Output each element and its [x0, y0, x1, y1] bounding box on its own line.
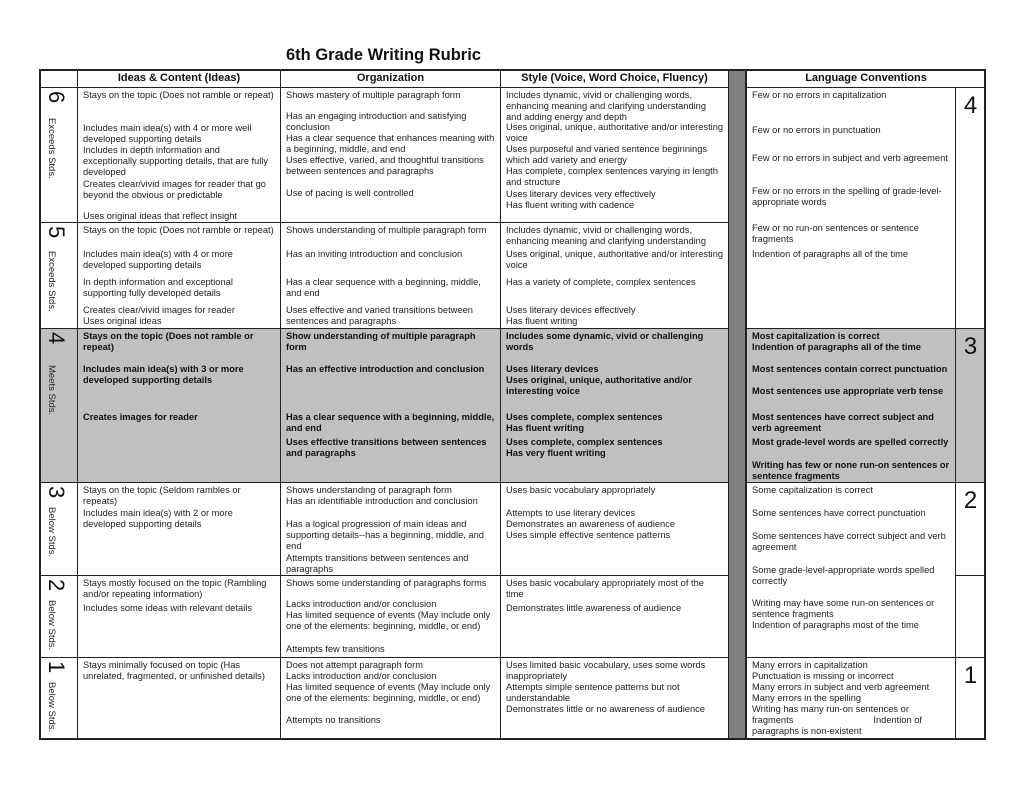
ideas-cell: [77, 222, 281, 329]
level-cell: [40, 657, 78, 740]
level-label: Exceeds Stds.: [46, 118, 57, 179]
criterion: Demonstrates little or no awareness of audience: [506, 704, 705, 714]
conventions-cell: [746, 657, 956, 740]
criterion: Some capitalization is correct: [752, 485, 873, 495]
conventions-cell: [746, 328, 956, 483]
criterion: Some grade-level-appropriate words spelled correctly: [752, 565, 935, 587]
criterion: Shows some understanding of paragraphs forms: [286, 578, 487, 588]
criterion: Attempts few transitions: [286, 644, 385, 654]
criterion: Stays on the topic (Does not ramble or repeat): [83, 90, 274, 100]
criterion: Uses literary devices: [506, 364, 599, 374]
criterion: Has an effective introduction and conclusion: [286, 364, 485, 374]
criterion: Lacks introduction and/or conclusion: [286, 671, 437, 681]
header-score-blank: [40, 70, 78, 88]
criterion: Has an inviting introduction and conclusion: [286, 249, 463, 259]
criterion: Uses limited basic vocabulary, uses some words inappropriately: [506, 660, 706, 682]
organization-cell: [280, 575, 501, 658]
criterion: Shows mastery of multiple paragraph form: [286, 90, 461, 100]
criterion: Has complete, complex sentences varying in length and structure: [506, 166, 718, 188]
criterion: Many errors in capitalization: [752, 660, 868, 670]
criterion: Has an engaging introduction and satisfying conclusion: [286, 111, 467, 133]
ideas-cell: [77, 657, 281, 740]
ideas-cell: [77, 482, 281, 576]
level-label: Below Stds.: [46, 682, 57, 733]
score-number: 1: [963, 662, 978, 689]
criterion: Stays minimally focused on topic (Has unrelated, fragmented, or unfinished details): [83, 660, 265, 682]
criterion: In depth information and exceptional supporting fully developed details: [83, 277, 233, 299]
criterion: Few or no errors in punctuation: [752, 125, 881, 135]
criterion: Many errors in the spelling: [752, 693, 862, 703]
organization-cell: [280, 657, 501, 740]
criterion: Uses purposeful and varied sentence beginnings which add variety and energy: [506, 144, 708, 166]
criterion: Uses original, unique, authoritative and/or interesting voice: [506, 122, 724, 144]
header-organization: Organization: [280, 70, 501, 88]
score-cell: [955, 657, 986, 740]
score-cell: [955, 328, 986, 483]
criterion: Shows understanding of multiple paragraph form: [286, 225, 487, 235]
criterion: Includes dynamic, vivid or challenging words, enhancing meaning and clarifying understanding and adding energy and depth: [506, 90, 707, 123]
criterion: Most grade-level words are spelled correctly: [752, 437, 949, 447]
criterion: Includes some dynamic, vivid or challenging words: [506, 331, 704, 353]
criterion: Some sentences have correct subject and verb agreement: [752, 531, 946, 553]
criterion: Uses complete, complex sentences: [506, 437, 663, 447]
level-number: 6: [44, 91, 69, 104]
criterion: Includes some ideas with relevant details: [83, 603, 252, 613]
score-cell: [955, 482, 986, 576]
criterion: Has fluent writing: [506, 316, 578, 326]
organization-cell: [280, 328, 501, 483]
criterion: Uses original ideas that reflect insight: [83, 211, 237, 221]
criterion: Most sentences use appropriate verb tense: [752, 386, 944, 396]
criterion: Uses literary devices very effectively: [506, 189, 656, 199]
criterion: Writing may have some run-on sentences or sentence fragments: [752, 598, 935, 620]
criterion: Includes dynamic, vivid or challenging words, enhancing meaning and clarifying understanding: [506, 225, 707, 247]
criterion: Creates images for reader: [83, 412, 198, 422]
criterion: Uses effective, varied, and thoughtful transitions between sentences and paragraphs: [286, 155, 484, 177]
criterion: Has a variety of complete, complex sentences: [506, 277, 696, 287]
criterion: Stays mostly focused on the topic (Rambling and/or repeating information): [83, 578, 267, 600]
criterion: Uses effective transitions between sentences and paragraphs: [286, 437, 487, 459]
criterion: Uses basic vocabulary appropriately: [506, 485, 656, 495]
ideas-cell: [77, 328, 281, 483]
criterion: Uses original, unique, authoritative and/or interesting voice: [506, 375, 692, 397]
organization-cell: [280, 87, 501, 223]
style-cell: [500, 222, 729, 329]
criterion: Attempts no transitions: [286, 715, 381, 725]
criterion: Has an identifiable introduction and conclusion: [286, 496, 478, 506]
score-number: 2: [963, 487, 978, 514]
criterion: Most capitalization is correct: [752, 331, 880, 341]
ideas-cell: [77, 575, 281, 658]
style-cell: [500, 575, 729, 658]
conventions-cell: [746, 482, 956, 658]
criterion: Demonstrates an awareness of audience: [506, 519, 675, 529]
criterion: Few or no run-on sentences or sentence fragments: [752, 223, 919, 245]
criterion: Some sentences have correct punctuation: [752, 508, 926, 518]
criterion: Creates clear/vivid images for reader: [83, 305, 235, 315]
ideas-cell: [77, 87, 281, 223]
criterion: Indention of paragraphs all of the time: [752, 249, 909, 259]
organization-cell: [280, 222, 501, 329]
criterion: Does not attempt paragraph form: [286, 660, 423, 670]
criterion: Many errors in subject and verb agreement: [752, 682, 930, 692]
criterion: Attempts simple sentence patterns but not understandable: [506, 682, 680, 704]
criterion: Uses original, unique, authoritative and/or interesting voice: [506, 249, 724, 271]
style-cell: [500, 482, 729, 576]
level-number: 1: [44, 661, 69, 674]
conventions-cell: [746, 87, 956, 329]
page-title: 6th Grade Writing Rubric: [286, 46, 481, 64]
criterion: Has a logical progression of main ideas and supporting details--has a beginning, middle, and end: [286, 519, 484, 552]
criterion: Use of pacing is well controlled: [286, 188, 414, 198]
criterion: Indention of paragraphs most of the time: [752, 620, 919, 630]
criterion: Stays on the topic (Seldom rambles or repeats): [83, 485, 241, 507]
criterion: Includes main idea(s) with 4 or more well developed supporting details: [83, 123, 252, 145]
criterion: Includes main idea(s) with 4 or more developed supporting details: [83, 249, 233, 271]
criterion: Stays on the topic (Does not ramble or repeat): [83, 225, 274, 235]
organization-cell: [280, 482, 501, 576]
criterion: Creates clear/vivid images for reader that go beyond the obvious or predictable: [83, 179, 266, 201]
level-label: Below Stds.: [46, 507, 57, 558]
criterion: Show understanding of multiple paragraph form: [286, 331, 476, 353]
criterion: Demonstrates little awareness of audience: [506, 603, 682, 613]
criterion: Has a clear sequence with a beginning, middle, and end: [286, 412, 495, 434]
score-cell-empty: [955, 575, 986, 658]
level-cell: [40, 328, 78, 483]
header-style: Style (Voice, Word Choice, Fluency): [500, 70, 729, 88]
style-cell: [500, 328, 729, 483]
score-cell: [955, 87, 986, 329]
level-label: Below Stds.: [46, 600, 57, 651]
criterion: Attempts to use literary devices: [506, 508, 636, 518]
criterion: Includes in depth information and exceptionally supporting details, that are fully developed: [83, 145, 269, 178]
criterion: Uses simple effective sentence patterns: [506, 530, 671, 540]
level-number: 3: [44, 486, 69, 499]
level-number: 4: [44, 332, 69, 345]
criterion: Has a clear sequence with a beginning, middle, and end: [286, 277, 481, 299]
criterion: Has limited sequence of events (May include only one of the elements: beginning, middle, or end): [286, 610, 491, 632]
criterion: Has fluent writing with cadence: [506, 200, 635, 210]
header-conventions: Language Conventions: [746, 70, 986, 88]
level-label: Meets Stds.: [46, 365, 57, 416]
score-number: 3: [963, 333, 978, 360]
level-number: 5: [44, 226, 69, 239]
level-number: 2: [44, 579, 69, 592]
criterion: Includes main idea(s) with 2 or more developed supporting details: [83, 508, 233, 530]
score-number: 4: [963, 92, 978, 119]
criterion: Few or no errors in the spelling of grade-level-appropriate words: [752, 186, 942, 208]
level-label: Exceeds Stds.: [46, 251, 57, 312]
criterion: Most sentences have correct subject and verb agreement: [752, 412, 934, 434]
criterion: Has limited sequence of events (May include only one of the elements: beginning, middle, or end): [286, 682, 491, 704]
criterion: Uses literary devices effectively: [506, 305, 636, 315]
level-cell: [40, 575, 78, 658]
criterion: Stays on the topic (Does not ramble or repeat): [83, 331, 254, 353]
column-divider-bar: [728, 70, 746, 739]
criterion: Uses original ideas: [83, 316, 162, 326]
criterion: Few or no errors in subject and verb agreement: [752, 153, 948, 163]
criterion: Most sentences contain correct punctuation: [752, 364, 948, 374]
criterion: Has very fluent writing: [506, 448, 606, 458]
header-ideas: Ideas & Content (Ideas): [77, 70, 281, 88]
level-cell: [40, 222, 78, 329]
criterion: Shows understanding of paragraph form: [286, 485, 452, 495]
criterion: Punctuation is missing or incorrect: [752, 671, 894, 681]
criterion: Writing has few or none run-on sentences or sentence fragments: [752, 460, 950, 482]
style-cell: [500, 87, 729, 223]
level-cell: [40, 87, 78, 223]
criterion: Uses basic vocabulary appropriately most of the time: [506, 578, 704, 600]
criterion: Uses effective and varied transitions between sentences and paragraphs: [286, 305, 473, 327]
criterion: Few or no errors in capitalization: [752, 90, 887, 100]
criterion: Indention of paragraphs all of the time: [752, 342, 921, 352]
criterion: Has a clear sequence that enhances meaning with a beginning, middle, and end: [286, 133, 495, 155]
level-cell: [40, 482, 78, 576]
criterion: Has fluent writing: [506, 423, 584, 433]
criterion: Includes main idea(s) with 3 or more developed supporting details: [83, 364, 244, 386]
criterion: Lacks introduction and/or conclusion: [286, 599, 437, 609]
criterion: Attempts transitions between sentences and paragraphs: [286, 553, 469, 575]
criterion: Uses complete, complex sentences: [506, 412, 663, 422]
criterion: Writing has many run-on sentences or fragments Indention of paragraphs is non-existent: [752, 704, 922, 737]
style-cell: [500, 657, 729, 740]
